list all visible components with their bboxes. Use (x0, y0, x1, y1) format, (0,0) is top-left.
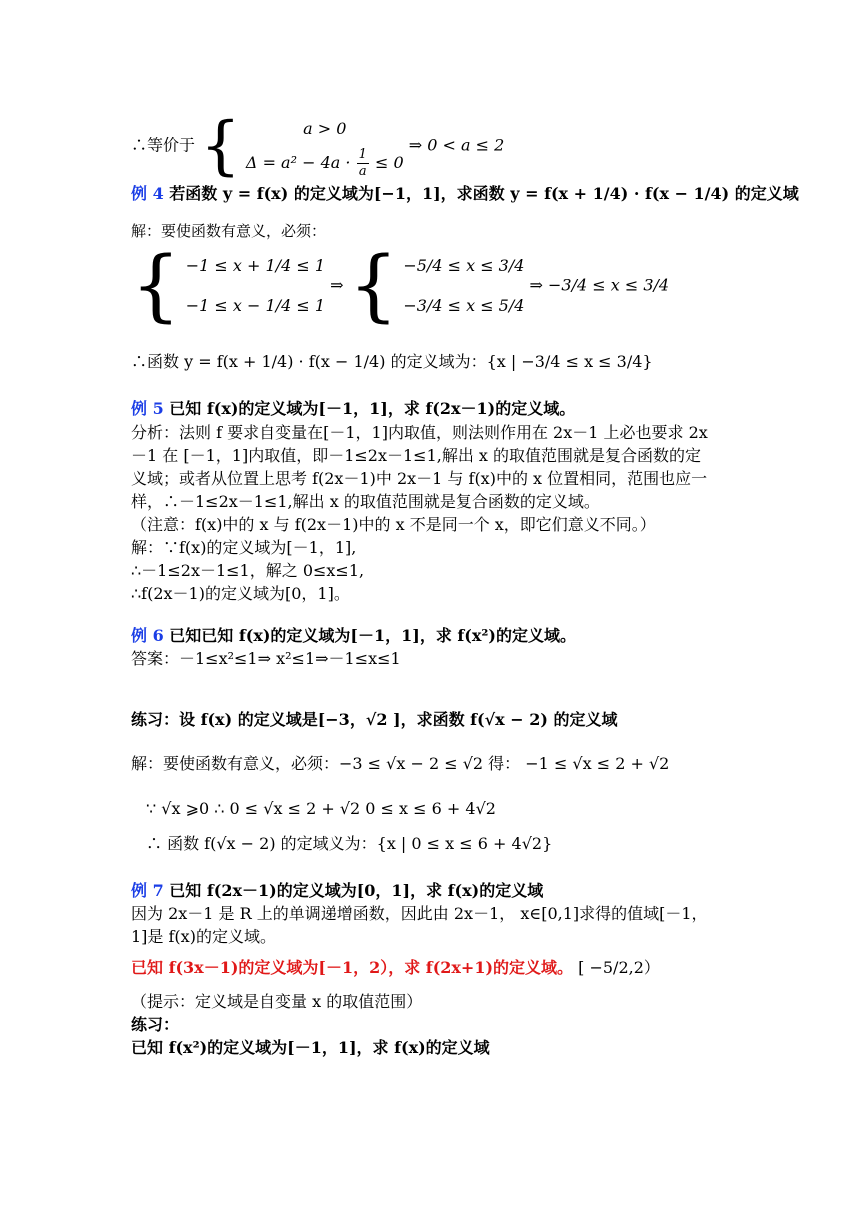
system-1 (186, 246, 325, 326)
example-4-system (131, 241, 670, 331)
practice-1-title: 练习：设 f(x) 的定义域是[−3，√2 ]，求函数 f(√x − 2) 的定义域 (131, 710, 618, 729)
ex4-result: ⇒ −3/4 ≤ x ≤ 3/4 (529, 275, 670, 295)
row2: −1 ≤ x − 1/4 ≤ 1 (185, 296, 326, 315)
practice-1-line3: ∴ 函数 f(√x − 2) 的定域义为：{x | 0 ≤ x ≤ 6 + 4√2} (146, 834, 553, 853)
hint-line: （提示：定义域是自变量 x 的取值范围） (131, 992, 423, 1011)
ex5-line-4: （注意：f(x)中的 x 与 f(2x－1)中的 x 不是同一个 x，即它们意义不同。） (131, 515, 656, 534)
ex5-line-3: 样，∴－1≤2x－1≤1,解出 x 的取值范围就是复合函数的定义域。 (131, 492, 600, 511)
red-problem-text: 已知 f(3x－1)的定义域为[－1，2），求 f(2x+1)的定义域。 (131, 958, 574, 977)
cond2 (246, 146, 404, 180)
ex5-line-0: 分析：法则 f 要求自变量在[－1，1]内取值，则法则作用在 2x－1 上必也要求 2x (131, 423, 708, 442)
frac-den: a (358, 164, 367, 179)
top-equivalence (131, 109, 505, 183)
top-result: ⇒ 0 < a ≤ 2 (408, 135, 505, 155)
ex5-line-2: 义域；或者从位置上思考 f(2x－1)中 2x－1 与 f(x)中的 x 位置相同，范围也应一 (131, 469, 708, 488)
example-4-title (131, 182, 799, 206)
row1: −1 ≤ x + 1/4 ≤ 1 (185, 256, 326, 275)
example-6-text: 已知已知 f(x)的定义域为[－1，1]，求 f(x²)的定义域。 (169, 626, 576, 645)
brace-2: { (348, 241, 399, 331)
example-7-body1: 因为 2x－1 是 R 上的单调递增函数，因此由 2x－1， x∈[0,1]求得的值域[－1， (131, 904, 708, 923)
example-5-label: 例 5 (131, 399, 164, 418)
condition-system (246, 112, 404, 180)
example-6-answer: 答案：－1≤x²≤1⇒ x²≤1⇒－1≤x≤1 (131, 649, 401, 668)
ex5-line-7: ∴f(2x－1)的定义域为[0，1]。 (131, 584, 350, 603)
mid2: −3/4 ≤ x ≤ 5/4 (403, 296, 525, 315)
implies-1: ⇒ (330, 275, 349, 295)
example-4-intro: 解：要使函数有意义，必须： (131, 222, 327, 240)
cond2-right: ≤ 0 (374, 153, 404, 172)
example-5-title (131, 397, 575, 421)
therefore-label: ∴等价于 (131, 135, 196, 155)
mid1: −5/4 ≤ x ≤ 3/4 (403, 256, 525, 275)
red-problem (131, 956, 660, 980)
frac-num: 1 (358, 147, 367, 162)
example-4-label: 例 4 (131, 184, 164, 203)
practice-1-line2: ∵ √x ⩾0 ∴ 0 ≤ √x ≤ 2 + √2 0 ≤ x ≤ 6 + 4√2 (146, 799, 496, 818)
practice-2-text: 已知 f(x²)的定义域为[－1，1]，求 f(x)的定义域 (131, 1038, 490, 1057)
example-4-conclusion: ∴函数 y = f(x + 1/4) · f(x − 1/4) 的定义域为：{x | −3/4 ≤ x ≤ 3/4} (131, 352, 653, 371)
frac-1-a (357, 147, 369, 180)
example-6-label: 例 6 (131, 626, 164, 645)
ex5-line-1: －1 在 [－1，1]内取值，即－1≤2x－1≤1,解出 x 的取值范围就是复合函数的定 (131, 446, 702, 465)
example-7-title (131, 879, 543, 903)
practice-1-line1: 解：要使函数有意义，必须：−3 ≤ √x − 2 ≤ √2 得： −1 ≤ √x ≤ 2 + √2 (131, 754, 670, 773)
example-4-text: 若函数 y = f(x) 的定义域为[−1，1]，求函数 y = f(x + 1/4) · f(x − 1/4) 的定义域 (169, 184, 799, 203)
cond1: a > 0 (303, 119, 347, 138)
practice-2-label: 练习： (131, 1015, 180, 1034)
ex5-line-6: ∴－1≤2x－1≤1，解之 0≤x≤1, (131, 561, 365, 580)
cond2-left: Δ = a² − 4a · (245, 153, 351, 172)
left-brace: { (200, 109, 241, 183)
example-5-text: 已知 f(x)的定义域为[－1，1]，求 f(2x－1)的定义域。 (169, 399, 576, 418)
brace-1: { (131, 241, 181, 331)
example-7-text: 已知 f(2x－1)的定义域为[0，1]，求 f(x)的定义域 (169, 881, 544, 900)
ex5-line-5: 解：∵f(x)的定义域为[－1，1], (131, 538, 357, 557)
system-2 (403, 246, 524, 326)
example-6-title (131, 624, 576, 648)
example-7-body2: 1]是 f(x)的定义域。 (131, 927, 276, 946)
example-7-label: 例 7 (131, 881, 164, 900)
red-problem-answer: [ −5/2,2） (578, 958, 660, 977)
